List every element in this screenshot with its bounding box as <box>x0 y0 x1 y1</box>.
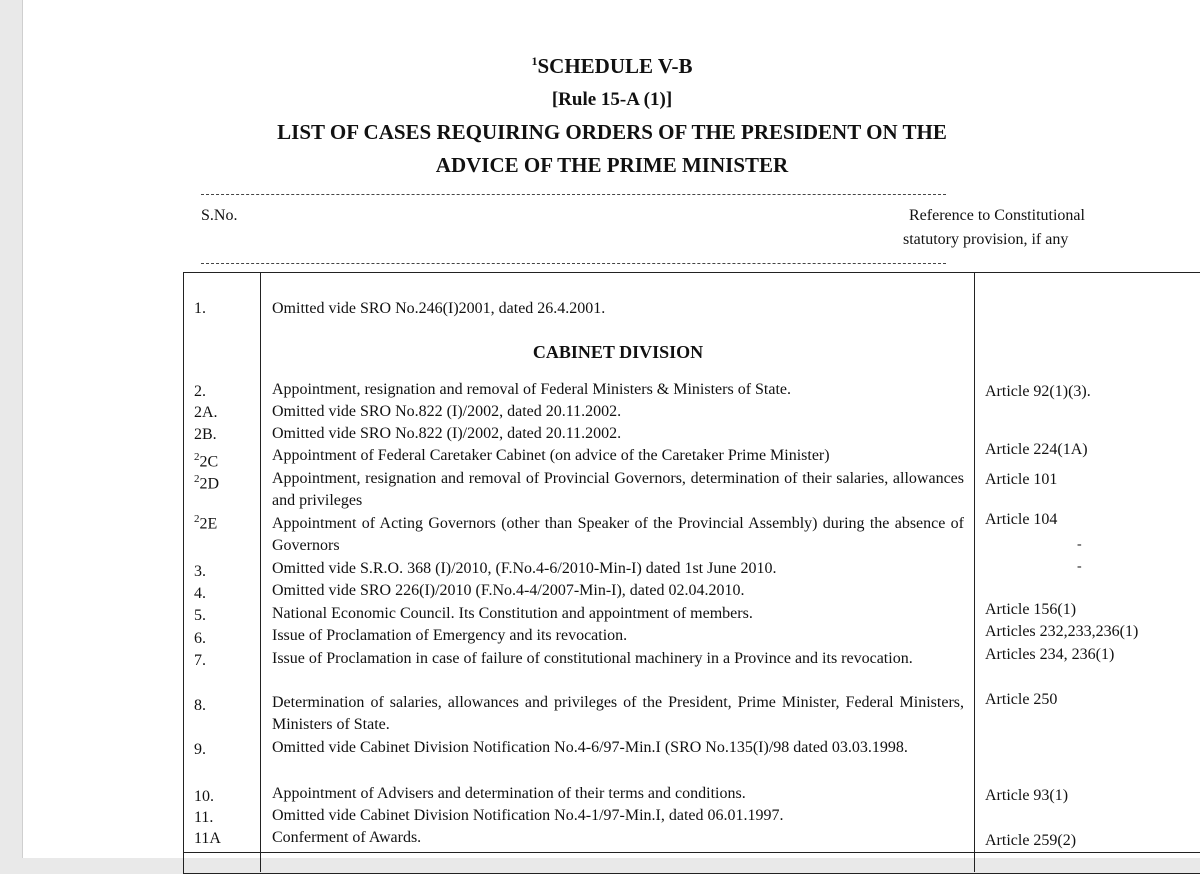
row-number: 11A <box>194 830 221 847</box>
dashed-divider-bottom <box>201 263 946 264</box>
heading-line-1: LIST OF CASES REQUIRING ORDERS OF THE PRESIDENT ON THE <box>277 120 947 144</box>
row-reference: Article 101 <box>985 471 1058 488</box>
row-number: 5. <box>194 607 206 624</box>
column-reference-line1: Reference to Constitutional <box>909 207 1085 224</box>
column-sno: S.No. <box>201 207 238 224</box>
row-text: Determination of salaries, allowances and privileges of the President, Prime Minister, Federal Ministers, Ministers of State. <box>272 694 964 733</box>
row-text: Appointment of Advisers and determination of their terms and conditions. <box>272 785 746 802</box>
row-number: 11. <box>194 809 214 826</box>
row-text: Appointment of Federal Caretaker Cabinet (on advice of the Caretaker Prime Minister) <box>272 447 830 464</box>
row-text: Appointment, resignation and removal of Federal Ministers & Ministers of State. <box>272 381 792 398</box>
row-number: 1. <box>194 300 206 317</box>
row-number: $^2$2C <box>194 451 219 471</box>
document-page <box>22 0 1200 858</box>
heading-line-2: ADVICE OF THE PRIME MINISTER <box>435 153 789 177</box>
dashed-divider-top <box>201 194 946 195</box>
column-reference-line2: statutory provision, if any <box>903 231 1069 248</box>
row-number: 4. <box>194 585 206 602</box>
row-reference: Article 93(1) <box>985 787 1069 804</box>
row-text: Omitted vide SRO No.246(I)2001, dated 26.4.2001. <box>272 300 606 317</box>
row-number: 2. <box>194 383 206 400</box>
row-number: 6. <box>194 630 206 647</box>
row-number: 7. <box>194 652 206 669</box>
row-reference: Article 92(1)(3). <box>985 383 1091 400</box>
row-text: Omitted vide SRO No.822 (I)/2002, dated 20.11.2002. <box>272 425 622 442</box>
row-number: $^2$2E <box>194 513 218 533</box>
row-text: Omitted vide Cabinet Division Notification No.4-1/97-Min.I, dated 06.01.1997. <box>272 807 784 824</box>
row-text: Appointment, resignation and removal of Provincial Governors, determination of their salaries, allowances and privileges <box>272 470 964 509</box>
row-text: Issue of Proclamation in case of failure of constitutional machinery in a Province and its revocation. <box>272 650 913 667</box>
row-number: 2A. <box>194 404 218 421</box>
table-row-divider <box>183 852 1200 853</box>
row-text: National Economic Council. Its Constitution and appointment of members. <box>272 605 753 622</box>
row-text: Omitted vide SRO No.822 (I)/2002, dated 20.11.2002. <box>272 403 622 420</box>
row-text: Omitted vide Cabinet Division Notification No.4-6/97-Min.I (SRO No.135(I)/98 dated 03.03.1998. <box>272 739 908 756</box>
row-reference: Article 250 <box>985 691 1058 708</box>
row-number: 10. <box>194 788 214 805</box>
row-text: Omitted vide S.R.O. 368 (I)/2010, (F.No.4-6/2010-Min-I) dated 1st June 2010. <box>272 560 777 577</box>
row-reference: Article 224(1A) <box>985 441 1088 458</box>
rule-reference: [Rule 15-A (1)] <box>551 89 673 110</box>
row-text: Appointment of Acting Governors (other than Speaker of the Provincial Assembly) during the absence of Governors <box>272 515 964 554</box>
section-heading: CABINET DIVISION <box>532 342 704 362</box>
row-reference: Article 104 <box>985 511 1058 528</box>
row-number: 3. <box>194 563 206 580</box>
row-text: Issue of Proclamation of Emergency and its revocation. <box>272 627 628 644</box>
row-reference: Article 156(1) <box>985 601 1077 618</box>
row-number: 8. <box>194 697 206 714</box>
row-number: 2B. <box>194 426 217 443</box>
row-text: Omitted vide SRO 226(I)/2010 (F.No.4-4/2007-Min-I), dated 02.04.2010. <box>272 582 745 599</box>
row-reference: Articles 234, 236(1) <box>985 646 1115 663</box>
dash-mark: - <box>1077 559 1082 574</box>
schedule-title: $^1$SCHEDULE V-B <box>531 54 693 78</box>
row-text: Conferment of Awards. <box>272 829 422 846</box>
footnote-marker: 1 <box>531 54 538 68</box>
row-number: $^2$2D <box>194 473 220 493</box>
dash-mark: - <box>1077 537 1082 552</box>
row-reference: Article 259(2) <box>985 832 1077 849</box>
row-number: 9. <box>194 741 206 758</box>
row-reference: Articles 232,233,236(1) <box>985 623 1139 640</box>
